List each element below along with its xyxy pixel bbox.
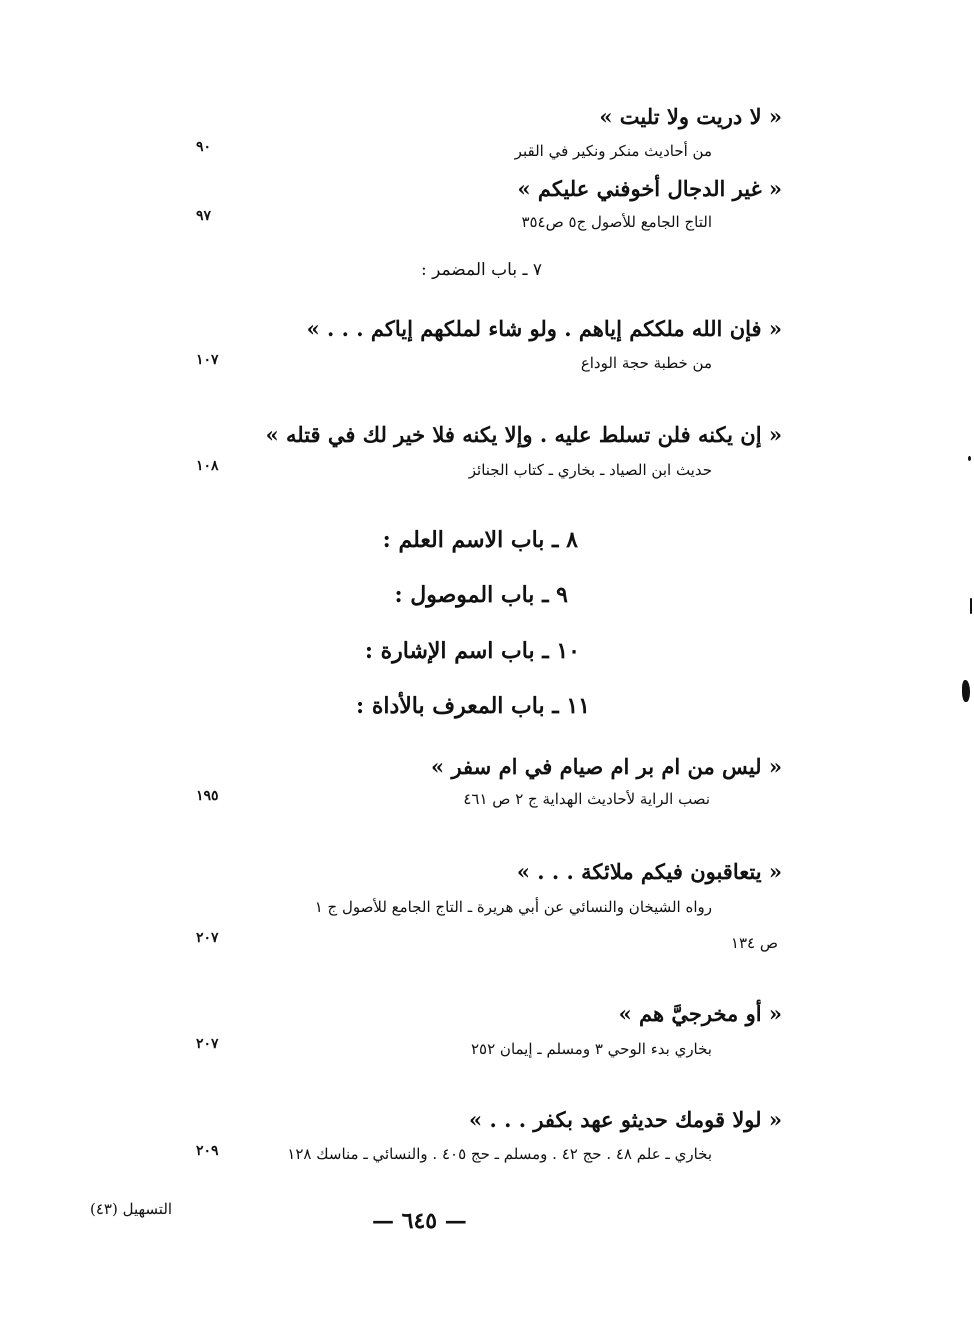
page-reference: ١٩٥: [196, 788, 219, 804]
section-heading: ٧ ـ باب المضمر :: [420, 260, 542, 280]
scan-mark: [968, 456, 971, 461]
page-reference: ٢٠٩: [196, 1143, 219, 1159]
page-reference: ٢٠٧: [196, 1036, 219, 1052]
hadith-source: بخاري بدء الوحي ٣ ومسلم ـ إيمان ٢٥٢: [470, 1040, 712, 1058]
hadith-quote: « ليس من ام بر ام صيام في ام سفر »: [431, 754, 782, 779]
hadith-source: نصب الراية لأحاديث الهداية ج ٢ ص ٤٦١: [463, 790, 710, 808]
section-heading: ٨ ـ باب الاسم العلم :: [382, 527, 578, 553]
hadith-source: بخاري ـ علم ٤٨ . حج ٤٢ . ومسلم ـ حج ٤٠٥ . والنسائي ـ مناسك ١٢٨: [287, 1145, 712, 1163]
hadith-source: من خطبة حجة الوداع: [580, 354, 712, 372]
page-reference: ٩٧: [196, 208, 212, 224]
scan-mark: [962, 680, 970, 702]
page-reference: ١٠٨: [196, 458, 219, 474]
section-heading: ١١ ـ باب المعرف بالأداة :: [356, 693, 590, 719]
hadith-source: التاج الجامع للأصول ج٥ ص٣٥٤: [521, 213, 712, 231]
page-reference: ٩٠: [196, 139, 212, 155]
scan-mark: [970, 598, 972, 614]
hadith-source-continued: ص ١٣٤: [730, 934, 778, 952]
hadith-quote: « لولا قومك حديثو عهد بكفر . . . »: [469, 1107, 782, 1132]
page-reference: ١٠٧: [196, 352, 219, 368]
hadith-quote: « أو مخرجيَّ هم »: [618, 1001, 782, 1026]
hadith-quote: « يتعاقبون فيكم ملائكة . . . »: [516, 859, 782, 884]
hadith-source: من أحاديث منكر ونكير في القبر: [514, 142, 712, 160]
book-title-footer: التسهيل (٤٣): [90, 1200, 173, 1218]
hadith-quote: « فإن الله ملككم إياهم . ولو شاء لملكهم إياكم . . . »: [306, 316, 782, 341]
section-heading: ١٠ ـ باب اسم الإشارة :: [364, 638, 580, 664]
hadith-quote: « لا دريت ولا تليت »: [599, 104, 782, 129]
page-number: — ٦٤٥ —: [372, 1208, 467, 1234]
hadith-quote: « إن يكنه فلن تسلط عليه . وإلا يكنه فلا خير لك في قتله »: [265, 422, 782, 447]
hadith-source: حديث ابن الصياد ـ بخاري ـ كتاب الجنائز: [468, 461, 712, 479]
section-heading: ٩ ـ باب الموصول :: [394, 582, 568, 608]
page-reference: ٢٠٧: [196, 930, 219, 946]
hadith-source: رواه الشيخان والنسائي عن أبي هريرة ـ التاج الجامع للأصول ج ١: [314, 898, 712, 916]
hadith-quote: « غير الدجال أخوفني عليكم »: [517, 176, 782, 201]
